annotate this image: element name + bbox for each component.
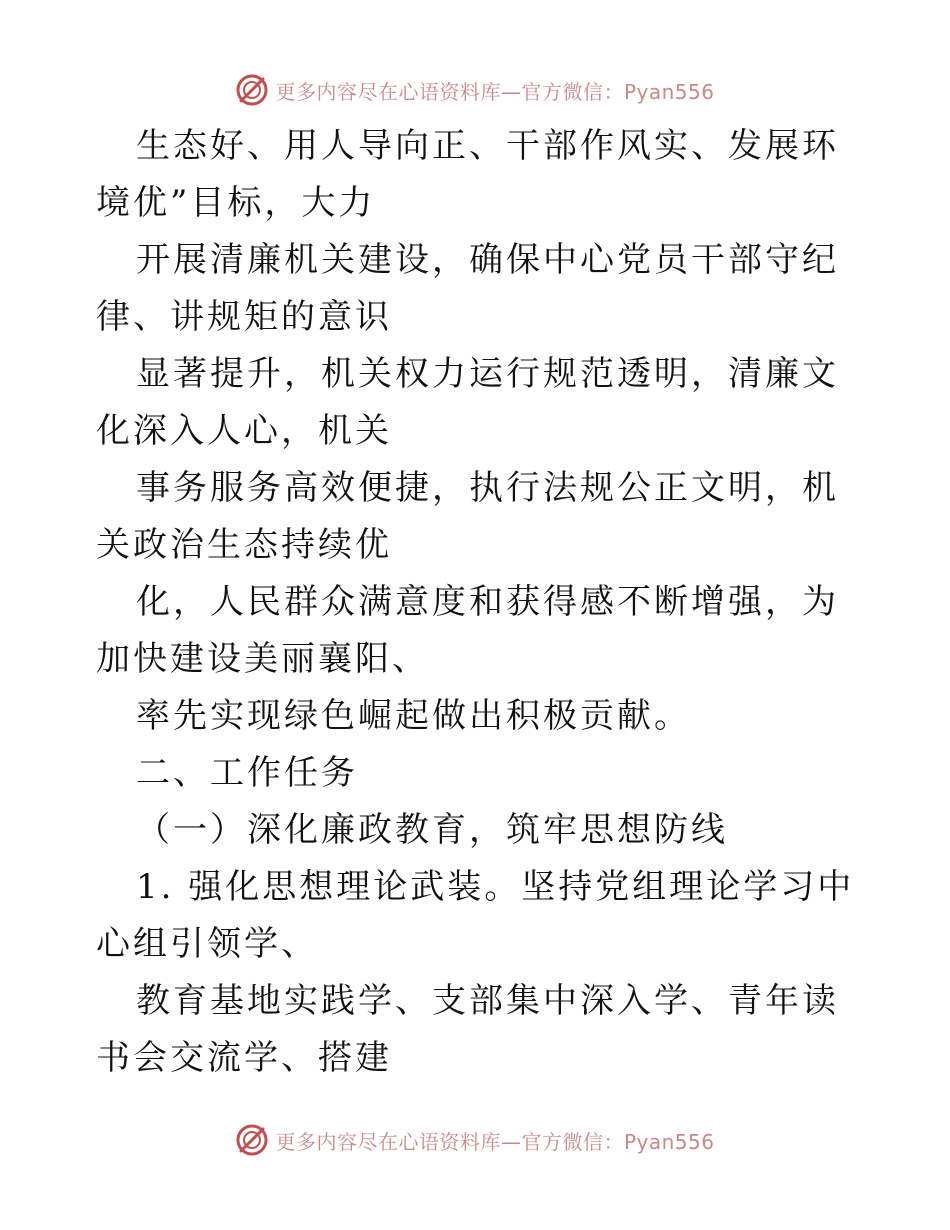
subsection-heading: （一）深化廉政教育，筑牢思想防线 bbox=[136, 810, 728, 850]
header-watermark bbox=[0, 70, 950, 110]
watermark-text: 更多内容尽在心语资料库—官方微信：Pyan556 bbox=[275, 1129, 715, 1154]
paragraph-3: 显著提升，机关权力运行规范透明，清廉文化深入人心，机关 bbox=[96, 354, 839, 451]
paragraph-4: 事务服务高效便捷，执行法规公正文明，机关政治生态持续优 bbox=[96, 468, 839, 565]
paragraph-2: 开展清廉机关建设，确保中心党员干部守纪律、讲规矩的意识 bbox=[96, 240, 839, 337]
paragraph-5: 化，人民群众满意度和获得感不断增强，为加快建设美丽襄阳、 bbox=[96, 582, 839, 679]
footer-watermark bbox=[0, 1120, 950, 1160]
stamp-logo-icon bbox=[235, 73, 269, 107]
paragraph-10: 教育基地实践学、支部集中深入学、青年读书会交流学、搭建 bbox=[96, 981, 839, 1078]
stamp-logo-icon bbox=[235, 1123, 269, 1157]
paragraph-6: 率先实现绿色崛起做出积极贡献。 bbox=[136, 696, 691, 736]
paragraph-1: 生态好、用人导向正、干部作风实、发展环境优”目标，大力 bbox=[96, 126, 839, 223]
watermark-text: 更多内容尽在心语资料库—官方微信：Pyan556 bbox=[275, 79, 715, 104]
paragraph-9: 1. 强化思想理论武装。坚持党组理论学习中心组引领学、 bbox=[96, 867, 855, 964]
document-body bbox=[96, 118, 866, 1087]
section-heading: 二、工作任务 bbox=[136, 753, 358, 793]
